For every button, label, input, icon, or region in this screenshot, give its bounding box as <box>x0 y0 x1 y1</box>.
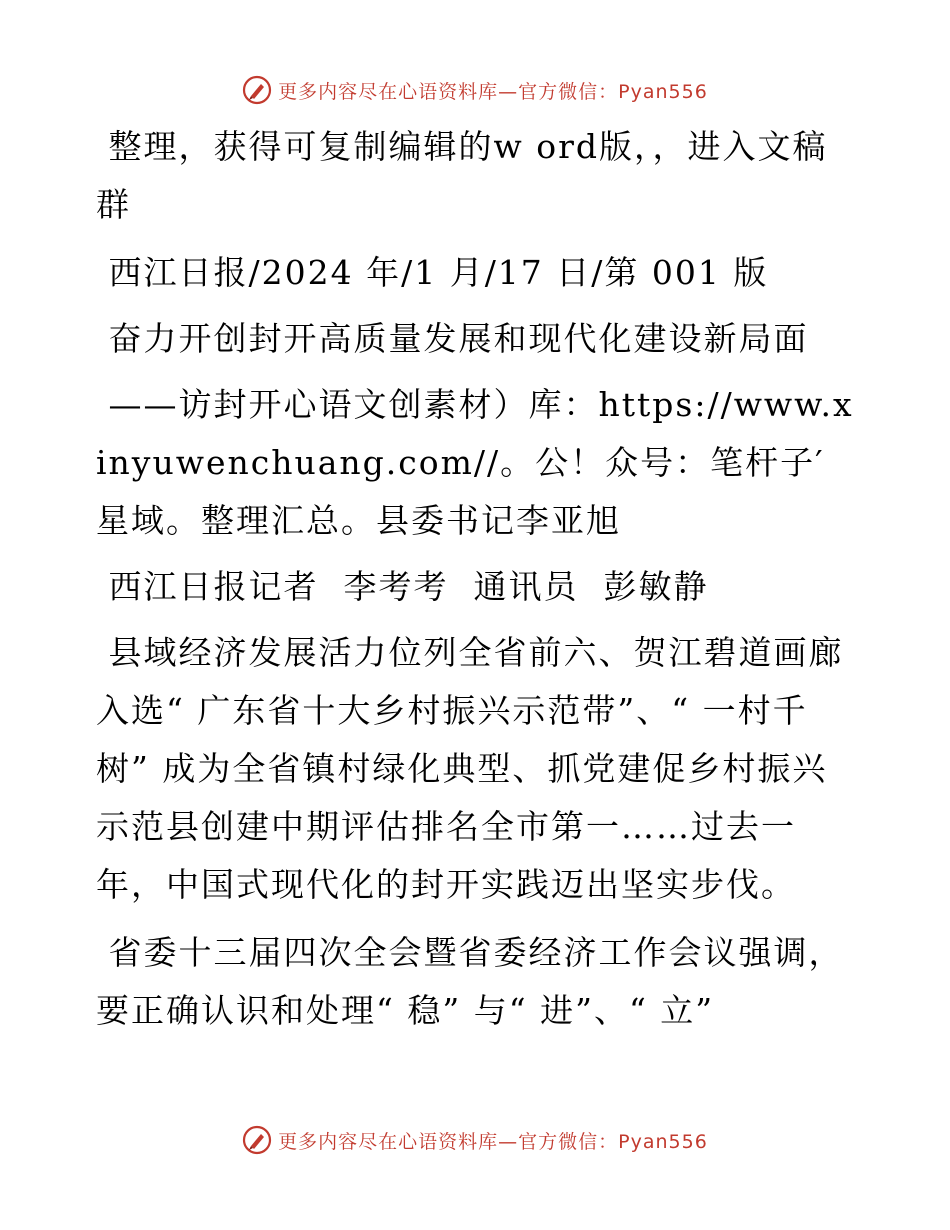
body-paragraph: 省委十三届四次全会暨省委经济工作会议强调，要正确认识和处理“ 稳” 与“ 进”、“ 立” <box>96 933 844 1030</box>
banner-handle: Pyan556 <box>618 1130 708 1153</box>
byline: 西江日报记者 李考考 通讯员 彭敏静 <box>96 567 709 606</box>
pen-logo-icon <box>242 75 272 105</box>
publication-line: 西江日报/2024 年/1 月/17 日/第 001 版 <box>96 253 769 292</box>
intro-line: 整理，获得可复制编辑的w ord版，，进入文稿群 <box>96 127 828 224</box>
pen-logo-icon <box>242 1125 272 1155</box>
document-body <box>96 118 856 1040</box>
body-paragraph: 县域经济发展活力位列全省前六、贺江碧道画廊入选“ 广东省十大乡村振兴示范带”、“ 一村千树” 成为全省镇村绿化典型、抓党建促乡村振兴示范县创建中期评估排名全市第一……过去一年，中国式现代化的封开实践迈出坚实步伐。 <box>96 633 844 904</box>
header-banner <box>0 70 950 110</box>
banner-text: 更多内容尽在心语资料库—官方微信：Pyan556 <box>278 80 708 103</box>
banner-text: 更多内容尽在心语资料库—官方微信：Pyan556 <box>278 1130 708 1153</box>
article-subtitle: ——访封开心语文创素材）库：https://www.xinyuwenchuang.com//。公！众号：笔杆子′星域。整理汇总。县委书记李亚旭 <box>96 385 854 540</box>
footer-banner <box>0 1120 950 1160</box>
article-title: 奋力开创封开高质量发展和现代化建设新局面 <box>96 319 809 358</box>
banner-handle: Pyan556 <box>618 80 708 103</box>
